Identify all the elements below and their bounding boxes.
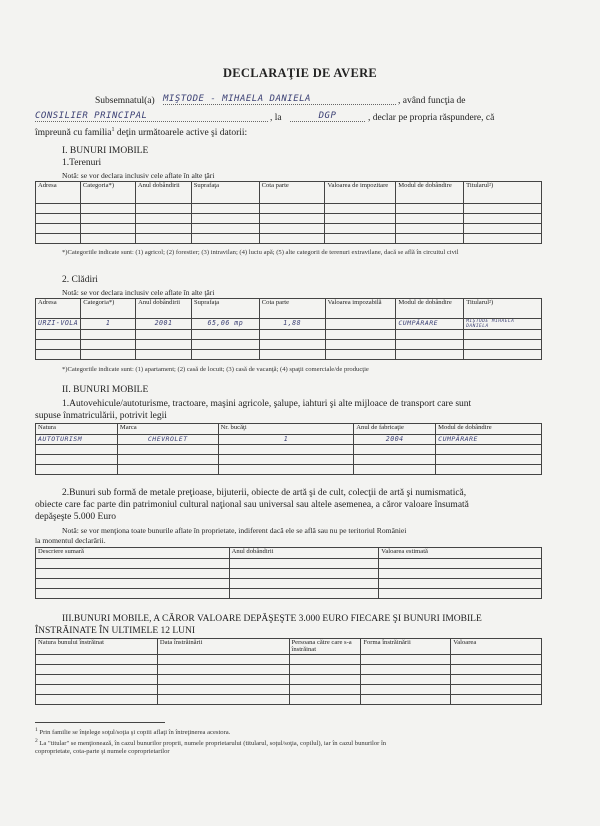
valuables-header-value: Valoarea estimată: [379, 548, 542, 559]
document-title: DECLARAŢIE DE AVERE: [222, 66, 378, 80]
lands-header-area: Suprafaţa: [191, 182, 259, 204]
footnote-separator: [35, 722, 165, 723]
table-row: [36, 340, 542, 350]
lands-header-owner: Titularul²): [464, 182, 542, 204]
valuables-subheading-line2: obiecte care fac parte din patrimoniul cultural naţional sau universal sau altele asemenea, a căror valoare însumată: [35, 500, 469, 510]
building-year: 2001: [136, 319, 192, 330]
table-row: [36, 204, 542, 214]
valuables-header-description: Descriere sumară: [36, 548, 230, 559]
lands-header-year: Anul dobândirii: [135, 182, 191, 204]
table-row: [36, 224, 542, 234]
table-row: [36, 695, 542, 705]
lands-header-address: Adresa: [36, 182, 81, 204]
alienated-header-form: Forma înstrăinării: [361, 639, 451, 655]
buildings-table: [35, 298, 542, 360]
table-row: [36, 214, 542, 224]
lands-footnote: *)Categoriile indicate sunt: (1) agricol; (2) forestier; (3) intravilan; (4) luciu apă; (5) alte categorii de terenuri extravilane, dacă se află în circuitul civil: [62, 249, 459, 256]
building-taxable-value: [325, 319, 396, 330]
buildings-footnote: *)Categoriile indicate sunt: (1) apartament; (2) casă de locuit; (3) casă de vacanţă; (4) spaţii comerciale/de producţie: [62, 366, 369, 373]
alienated-header-asset: Natura bunului înstrăinat: [36, 639, 158, 655]
vehicle-year: 2004: [354, 435, 436, 445]
alienated-assets-table: [35, 638, 542, 705]
table-row: [36, 445, 542, 455]
footnote-2-line1: [35, 738, 386, 747]
vehicles-header-acquisition: Modul de dobândire: [436, 424, 542, 435]
lands-header-acquisition: Modul de dobândire: [396, 182, 464, 204]
alienated-header-recipient: Persoana către care s-a înstrăinat: [289, 639, 361, 655]
table-row: [36, 589, 542, 599]
buildings-header-area: Suprafaţa: [191, 299, 259, 319]
footnote-1-text: Prin familie se înţelege soţul/soţia şi copiii aflaţi în întreţinerea acestora.: [37, 729, 231, 737]
lands-header-category: Categoria*): [80, 182, 135, 204]
assets-text: deţin următoarele active şi datorii:: [114, 128, 248, 139]
position-field[interactable]: CONSILIER PRINCIPAL: [35, 111, 268, 122]
lands-subheading: 1.Terenuri: [62, 158, 102, 168]
valuables-note-line1: Notă: se vor menţiona toate bunurile aflate în proprietate, indiferent dacă ele se află sau nu pe teritoriul României: [62, 526, 407, 535]
section-2-heading: II. BUNURI MOBILE: [62, 385, 149, 395]
undersigned-label: Subsemnatul(a): [95, 96, 155, 106]
table-row: [36, 665, 542, 675]
vehicle-make: CHEVROLET: [117, 435, 218, 445]
table-row: [36, 655, 542, 665]
table-row: [36, 330, 542, 340]
vehicle-acquisition: CUMPĂRARE: [436, 435, 542, 445]
valuables-table: [35, 547, 542, 599]
lands-header-tax-value: Valoarea de impozitare: [325, 182, 396, 204]
declarant-name-field[interactable]: MIŞTODE - MIHAELA DANIELA: [163, 94, 396, 105]
table-row: [36, 465, 542, 475]
table-row: [36, 350, 542, 360]
alienated-header-date: Data înstrăinării: [157, 639, 289, 655]
table-row: [36, 319, 542, 330]
section-1-heading: I. BUNURI IMOBILE: [62, 146, 149, 156]
building-area: 65,06 mp: [191, 319, 259, 330]
footnote-1-marker: 1: [35, 727, 38, 733]
building-acquisition: CUMPĂRARE: [396, 319, 464, 330]
vehicle-type: AUTOTURISM: [36, 435, 118, 445]
valuables-header-year: Anul dobândirii: [229, 548, 379, 559]
lands-table: [35, 181, 542, 244]
lands-header-share: Cota parte: [259, 182, 325, 204]
footnote-2-line2: coproprietate, cota-parte şi numele coproprietarilor: [35, 748, 170, 755]
buildings-header-share: Cota parte: [259, 299, 325, 319]
at-label: , la: [270, 113, 282, 123]
vehicle-count: 1: [218, 435, 354, 445]
intro-family-line: [35, 127, 247, 138]
buildings-header-owner: Titularul²): [464, 299, 542, 319]
valuables-note-line2: la momentul declarării.: [35, 536, 106, 545]
section-3-heading-line2: ÎNSTRĂINATE ÎN ULTIMELE 12 LUNI: [35, 626, 196, 636]
building-category: 1: [81, 319, 136, 330]
table-row: [36, 569, 542, 579]
table-row: [36, 685, 542, 695]
vehicles-header-count: Nr. bucăţi: [218, 424, 354, 435]
lands-footnote-line1: [62, 248, 540, 257]
buildings-header-year: Anul dobândirii: [136, 299, 192, 319]
building-owner: MIŞTODE MIHAELA DANIELA: [464, 319, 542, 330]
footnote-2-text: La "titular" se menţionează, în cazul bunurilor proprii, numele proprietarului (titularul, soţul/soţia, copilul), iar în cazul bunurilor în: [37, 740, 387, 748]
valuables-subheading-line3: depăşeşte 5.000 Euro: [35, 512, 116, 522]
vehicles-header-year: Anul de fabricaţie: [354, 424, 436, 435]
table-row: [36, 435, 542, 445]
vehicles-subheading-line1: 1.Autovehicule/autoturisme, tractoare, maşini agricole, şalupe, iahturi şi alte mijloace de transport care sunt: [62, 399, 472, 409]
buildings-note: Notă: se vor declara inclusiv cele aflate în alte ţări: [62, 288, 215, 297]
table-row: [36, 234, 542, 244]
family-label: împreună cu familia: [35, 128, 112, 139]
footnote-1: [35, 727, 230, 736]
vehicles-header-type: Natura: [36, 424, 118, 435]
function-text: , având funcţia de: [398, 96, 466, 106]
alienated-header-value: Valoarea: [451, 639, 542, 655]
table-row: [36, 455, 542, 465]
institution-field[interactable]: DGP: [290, 111, 365, 122]
vehicles-table: [35, 423, 542, 475]
table-row: [36, 579, 542, 589]
vehicles-subheading-line2: supuse înmatriculării, potrivit legii: [35, 411, 167, 421]
table-row: [36, 559, 542, 569]
vehicles-header-make: Marca: [117, 424, 218, 435]
buildings-header-address: Adresa: [36, 299, 81, 319]
building-address: URZI-VOLA: [36, 319, 81, 330]
building-share: 1,88: [259, 319, 325, 330]
buildings-header-taxable-value: Valoarea impozabilă: [325, 299, 396, 319]
footnote-2-marker: 2: [35, 738, 38, 744]
section-3-heading-line1: III.BUNURI MOBILE, A CĂROR VALOARE DEPĂŞEŞTE 3.000 EURO FIECARE ŞI BUNURI IMOBILE: [62, 614, 482, 624]
lands-note: Notă: se vor declara inclusiv cele aflate în alte ţări: [62, 171, 215, 180]
buildings-header-acquisition: Modul de dobândire: [396, 299, 464, 319]
valuables-subheading-line1: 2.Bunuri sub formă de metale preţioase, bijuterii, obiecte de artă şi de cult, colecţii de artă şi numismatică,: [62, 488, 467, 498]
buildings-header-category: Categoria*): [81, 299, 136, 319]
table-row: [36, 675, 542, 685]
declare-text: , declar pe propria răspundere, că: [368, 113, 495, 123]
buildings-subheading: 2. Clădiri: [62, 275, 98, 285]
footnote-ref-1: 1: [111, 127, 115, 133]
